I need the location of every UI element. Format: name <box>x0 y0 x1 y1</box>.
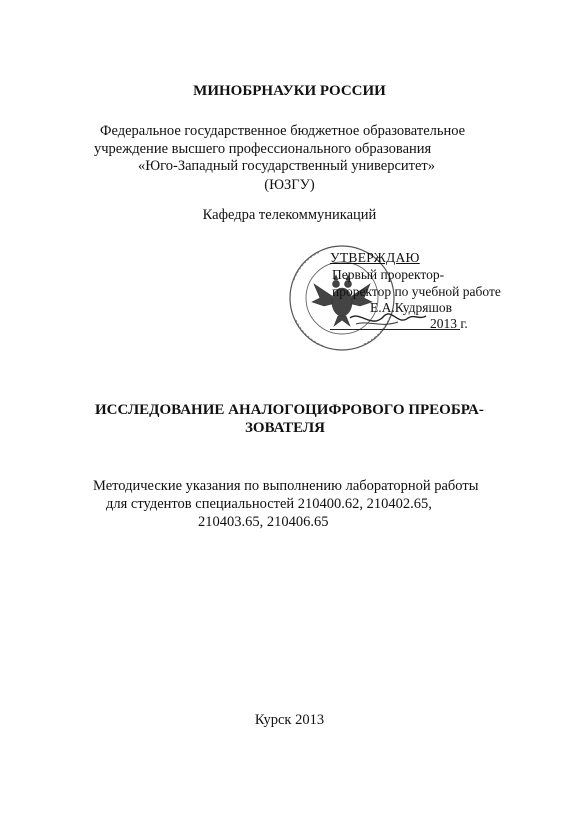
organization-line: «Юго-Западный государственный университет» <box>138 158 436 174</box>
document-title: ИССЛЕДОВАНИЕ АНАЛОГОЦИФРОВОГО ПРЕОБРА- <box>95 402 484 418</box>
approver-position: проректор по учебной работе <box>332 284 501 299</box>
approval-block <box>280 240 530 360</box>
document-description: для студентов специальностей 210400.62, 210402.65, <box>106 496 432 512</box>
city-year: Курск 2013 <box>254 712 325 728</box>
approver-position: Первый проректор- <box>332 267 445 282</box>
approval-year: 2013 г. <box>430 316 468 331</box>
ministry-heading: МИНОБРНАУКИ РОССИИ <box>193 83 386 99</box>
document-title: ЗОВАТЕЛЯ <box>245 420 325 436</box>
approval-heading: УТВЕРЖДАЮ <box>330 250 420 265</box>
document-description: Методические указания по выполнению лабораторной работы <box>93 478 479 494</box>
document-description: 210403.65, 210406.65 <box>198 514 329 530</box>
organization-line: Федеральное государственное бюджетное образовательное <box>100 123 466 139</box>
approver-name: Е.А.Кудряшов <box>370 300 452 315</box>
department-name: Кафедра телекоммуникаций <box>202 207 377 223</box>
organization-abbreviation: (ЮЗГУ) <box>264 177 315 193</box>
organization-line: учреждение высшего профессионального образования <box>94 141 432 157</box>
